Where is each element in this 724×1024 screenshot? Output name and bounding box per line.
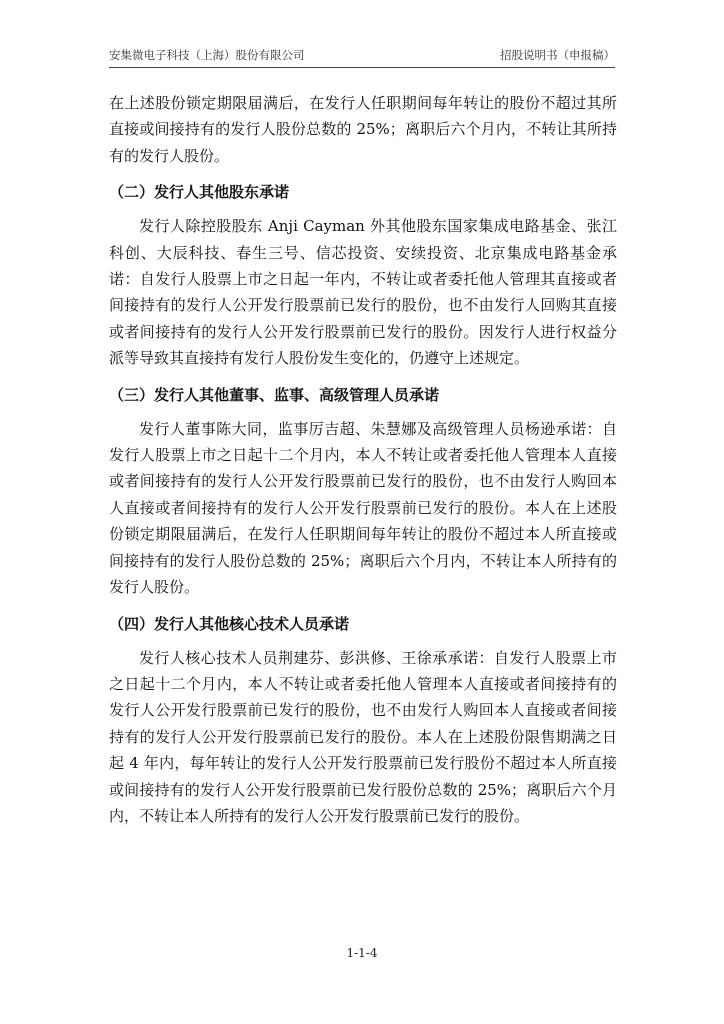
section-heading-directors-supervisors: （三）发行人其他董事、监事、高级管理人员承诺 <box>109 385 440 404</box>
paragraph-other-shareholders: 发行人除控股股东 Anji Cayman 外其他股东国家集成电路基金、张江科创、大辰科技、春生三号、信芯投资、安续投资、北京集成电路基金承诺：自发行人股票上市之日起一年内，不转让或者委托他人管理其直接或者间接持有的发行人公开发行股票前已发行的股份，也不由发行人回购其直接或者间接持有的发行人公开发行股票前已发行的股份。因发行人进行权益分派等导致其直接持有发行人股份发生变化的，仍遵守上述规定。 <box>109 217 617 368</box>
section-heading-other-shareholders: （二）发行人其他股东承诺 <box>109 183 290 202</box>
paragraph-continuation: 在上述股份锁定期限届满后，在发行人任职期间每年转让的股份不超过其所直接或间接持有的发行人股份总数的 25%；离职后六个月内，不转让其所持有的发行人股份。 <box>109 94 617 165</box>
page-header <box>109 47 615 67</box>
page-number: 1-1-4 <box>346 946 378 960</box>
paragraph-core-technical-staff: 发行人核心技术人员荆建芬、彭洪修、王徐承承诺：自发行人股票上市之日起十二个月内，本人不转让或者委托他人管理本人直接或者间接持有的发行人公开发行股票前已发行的股份，也不由发行人购回本人直接或者间接持有的发行人公开发行股票前已发行的股份。本人在上述股份限售期满之日起 4 年内，每年转让的发行人公开发行股票前已发行股份不超过本人所直接或间接持有的发行人公开发行股票前已发行股份总数的 25%；离职后六个月内，不转让本人所持有的发行人公开发行股票前已发行的股份。 <box>109 648 617 825</box>
header-divider <box>109 67 615 68</box>
paragraph-directors-supervisors: 发行人董事陈大同，监事厉吉超、朱慧娜及高级管理人员杨逊承诺：自发行人股票上市之日起十二个月内，本人不转让或者委托他人管理本人直接或者间接持有的发行人公开发行股票前已发行的股份，也不由发行人购回本人直接或者间接持有的发行人公开发行股票前已发行的股份。本人在上述股份锁定期限届满后，在发行人任职期间每年转让的股份不超过本人所直接或间接持有的发行人股份总数的 25%；离职后六个月内，不转让本人所持有的发行人股份。 <box>109 419 617 597</box>
section-heading-core-technical-staff: （四）发行人其他核心技术人员承诺 <box>109 614 350 633</box>
header-company-name: 安集微电子科技（上海）股份有限公司 <box>109 48 305 62</box>
page-body <box>109 90 617 829</box>
header-document-title: 招股说明书（申报稿） <box>500 48 615 62</box>
